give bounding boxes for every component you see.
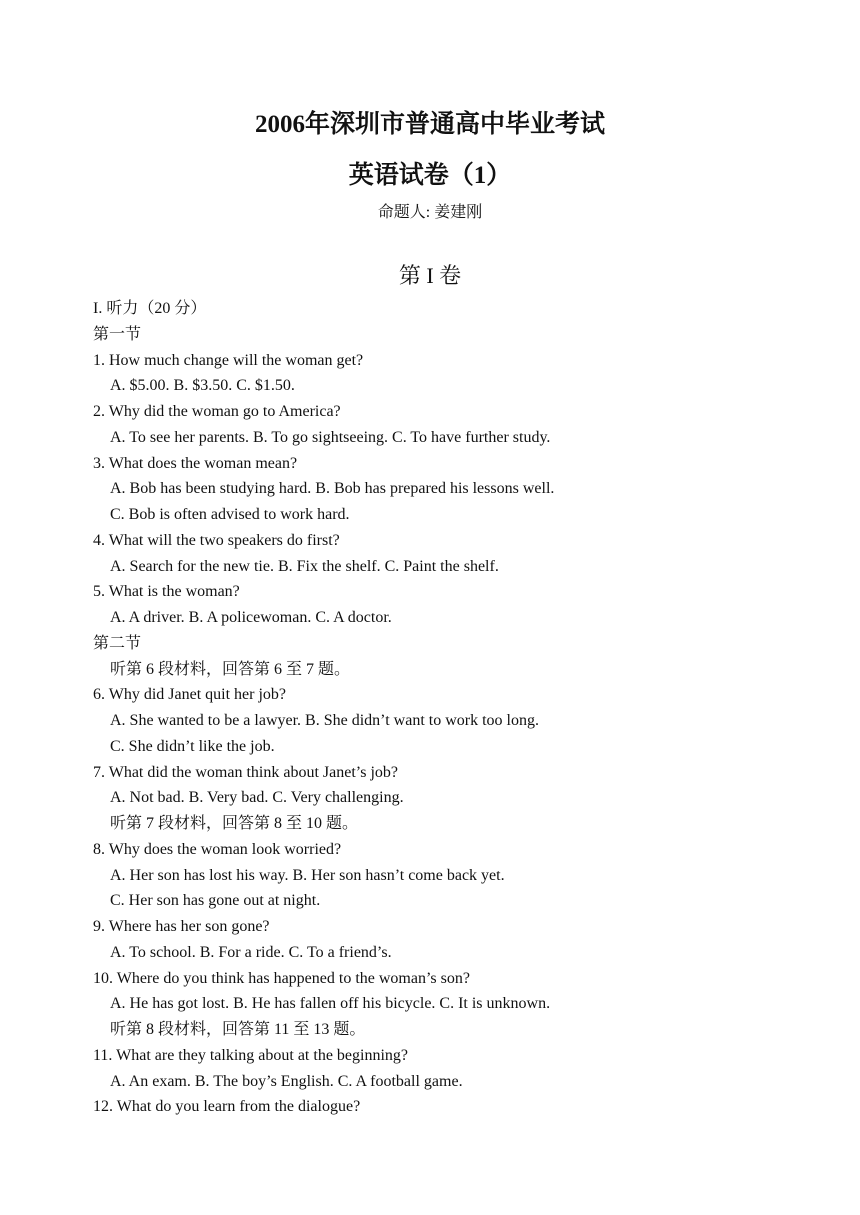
question-line: I. 听力（20 分） [93, 300, 207, 317]
answer-line: A. $5.00. B. $3.50. C. $1.50. [110, 377, 295, 395]
answer-line: C. Her son has gone out at night. [110, 892, 321, 910]
answer-line: A. She wanted to be a lawyer. B. She didn’t want to work too long. [110, 712, 539, 729]
answer-line: 听第 7 段材料，回答第 8 至 10 题。 [110, 815, 359, 832]
answer-line: A. Not bad. B. Very bad. C. Very challenging. [110, 789, 404, 807]
question-line: 8. Why does the woman look worried? [93, 840, 342, 858]
answer-line: A. To see her parents. B. To go sightseeing. C. To have further study. [110, 428, 551, 446]
exam-subtitle: 英语试卷（1） [348, 162, 512, 189]
exam-title: 2006年深圳市普通高中毕业考试 [254, 111, 605, 138]
answer-line: C. She didn’t like the job. [110, 737, 275, 755]
question-line: 第一节 [93, 325, 142, 343]
answer-line: A. A driver. B. A policewoman. C. A doctor. [110, 609, 392, 626]
answer-line: A. An exam. B. The boy’s English. C. A football game. [110, 1072, 463, 1090]
question-line: 6. Why did Janet quit her job? [93, 686, 286, 704]
answer-line: A. Bob has been studying hard. B. Bob has prepared his lessons well. [110, 480, 555, 498]
exam-author: 命题人: 姜建刚 [377, 204, 483, 221]
question-line: 7. What did the woman think about Janet’s job? [93, 763, 398, 781]
answer-line: A. Her son has lost his way. B. Her son hasn’t come back yet. [110, 866, 505, 884]
question-line: 4. What will the two speakers do first? [93, 531, 340, 549]
question-line: 10. Where do you think has happened to the woman’s son? [93, 969, 470, 987]
answer-line: A. He has got lost. B. He has fallen off his bicycle. C. It is unknown. [110, 995, 551, 1013]
question-line: 5. What is the woman? [93, 583, 240, 601]
question-line: 3. What does the woman mean? [93, 454, 298, 472]
question-line: 9. Where has her son gone? [93, 918, 270, 935]
answer-line: C. Bob is often advised to work hard. [110, 506, 350, 523]
question-line: 11. What are they talking about at the beginning? [93, 1046, 409, 1064]
answer-line: 听第 8 段材料，回答第 11 至 13 题。 [110, 1021, 366, 1038]
question-line: 第二节 [93, 634, 142, 652]
volume-heading: 第 I 卷 [398, 263, 462, 288]
answer-line: 听第 6 段材料，回答第 6 至 7 题。 [110, 660, 351, 678]
answer-line: A. Search for the new tie. B. Fix the shelf. C. Paint the shelf. [110, 557, 499, 575]
question-line: 1. How much change will the woman get? [93, 351, 364, 369]
question-line: 2. Why did the woman go to America? [93, 403, 341, 420]
question-line: 12. What do you learn from the dialogue? [93, 1098, 361, 1116]
answer-line: A. To school. B. For a ride. C. To a friend’s. [110, 943, 392, 961]
